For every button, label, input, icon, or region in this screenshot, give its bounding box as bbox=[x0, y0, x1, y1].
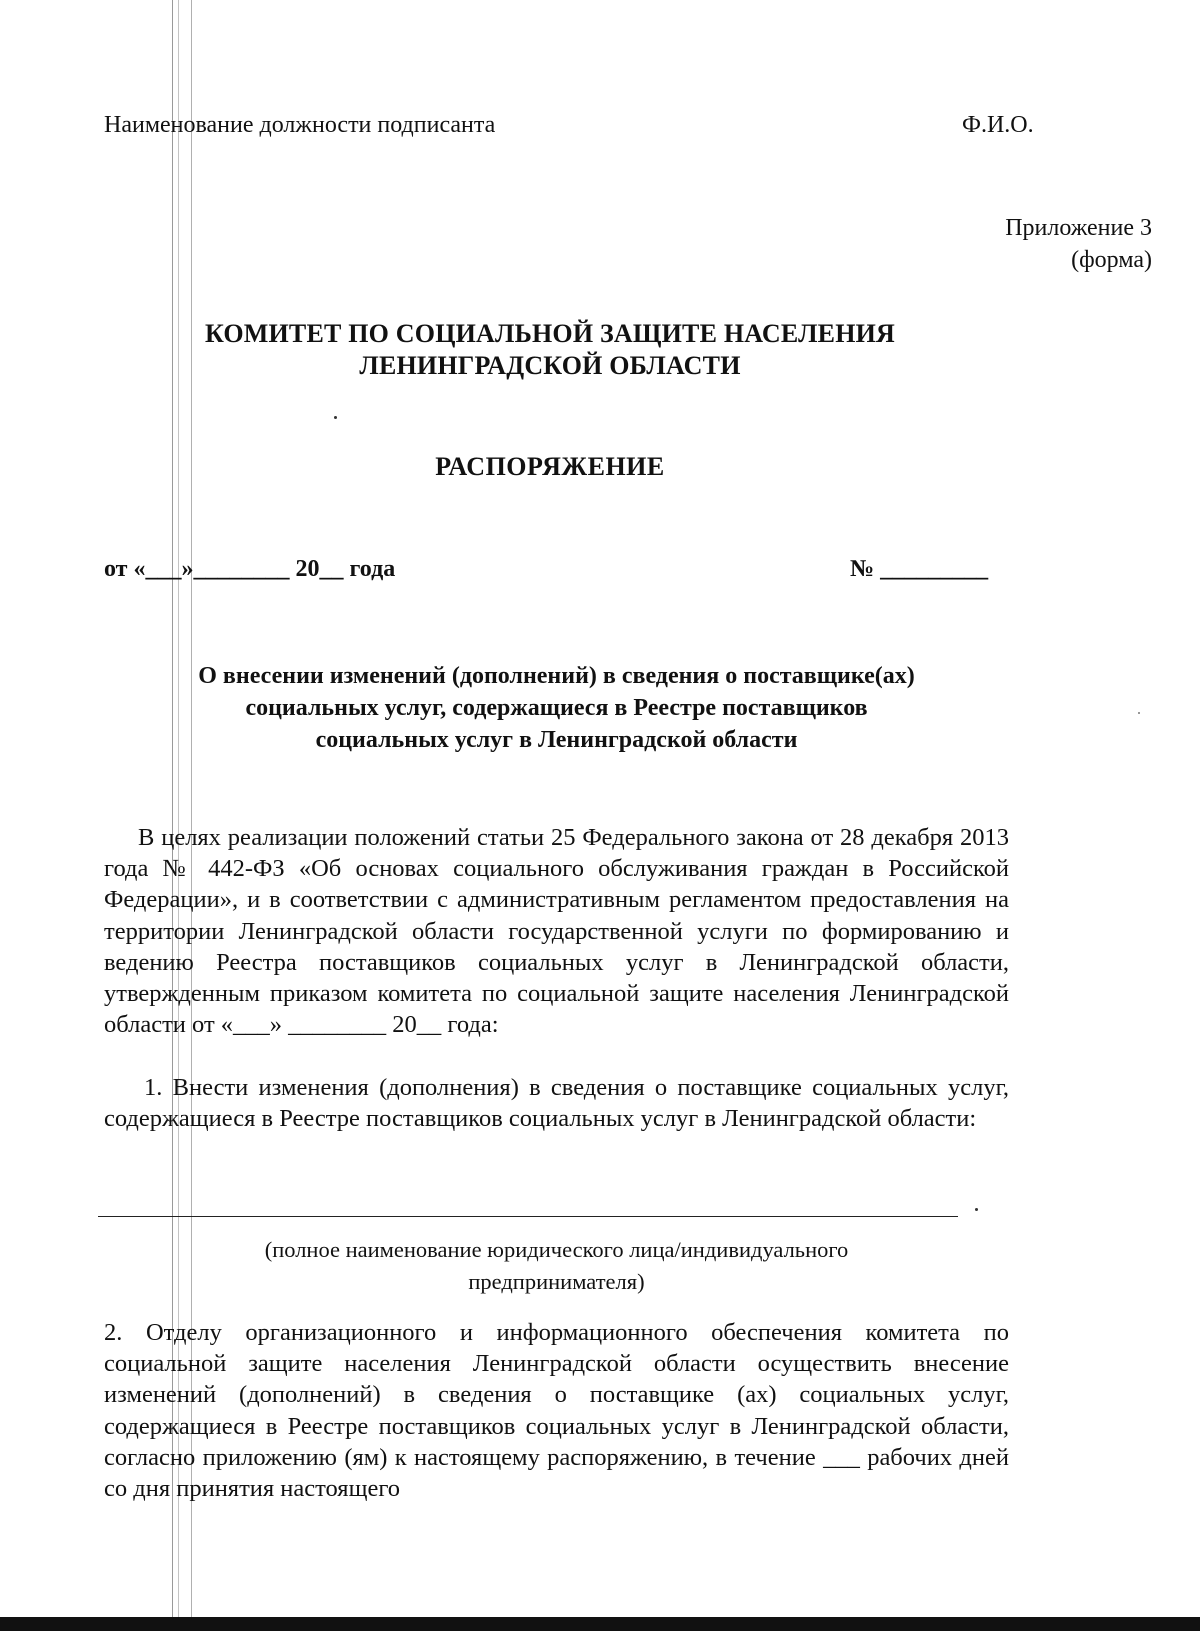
document-date-field: от «___»________ 20__ года bbox=[104, 556, 396, 582]
organization-name bbox=[0, 318, 1100, 382]
scan-speck bbox=[1138, 712, 1140, 714]
organization-line: ЛЕНИНГРАДСКОЙ ОБЛАСТИ bbox=[359, 351, 741, 380]
signer-full-name: Ф.И.О. bbox=[962, 112, 1034, 138]
preamble-paragraph: В целях реализации положений статьи 25 Федерального закона от 28 декабря 2013 года № 442-ФЗ «Об основах социального обслуживания граждан в Российской Федерации», и в соответствии с административным регламентом предоставления на территории Ленинградской области государственной услуги по формированию и ведению Реестра поставщиков социальных услуг в Ленинградской области, утвержденным приказом комитета по социальной защите населения Ленинградской области от «___» ________ 20__ года: bbox=[104, 824, 1009, 1039]
provider-name-blank-line bbox=[98, 1216, 958, 1217]
subject-line: О внесении изменений (дополнений) в сведения о поставщике(ах) bbox=[198, 663, 915, 689]
appendix-form-note: (форма) bbox=[1071, 247, 1152, 273]
scan-bottom-edge bbox=[0, 1617, 1200, 1631]
document-subject bbox=[104, 660, 1009, 756]
subject-line: социальных услуг, содержащиеся в Реестре поставщиков bbox=[245, 695, 868, 721]
caption-line: (полное наименование юридического лица/индивидуального bbox=[264, 1237, 849, 1262]
organization-line: КОМИТЕТ ПО СОЦИАЛЬНОЙ ЗАЩИТЕ НАСЕЛЕНИЯ bbox=[204, 319, 896, 348]
document-type-heading: РАСПОРЯЖЕНИЕ bbox=[435, 452, 665, 481]
appendix-number: Приложение 3 bbox=[1005, 215, 1152, 241]
document-number-field: № _________ bbox=[850, 556, 989, 582]
provider-name-caption bbox=[104, 1234, 1009, 1298]
subject-line: социальных услуг в Ленинградской области bbox=[315, 727, 798, 753]
clause-2-paragraph: 2. Отделу организационного и информационного обеспечения комитета по социальной защите населения Ленинградской области осуществить внесение изменений (дополнений) в сведения о поставщике (ах) социальных услуг, содержащиеся в Реестре поставщиков социальных услуг в Ленинградской области, согласно приложению (ям) к настоящему распоряжению, в течение ___ рабочих дней со дня принятия настоящего bbox=[104, 1319, 1009, 1503]
clause-1-paragraph: 1. Внести изменения (дополнения) в сведения о поставщике социальных услуг, содержащиеся в Реестре поставщиков социальных услуг в Ленинградской области: bbox=[104, 1074, 1009, 1133]
caption-line: предпринимателя) bbox=[468, 1269, 645, 1294]
appendix-label bbox=[1005, 212, 1152, 276]
scan-speck bbox=[334, 416, 337, 419]
signer-position-title: Наименование должности подписанта bbox=[104, 112, 496, 138]
scan-speck bbox=[975, 1208, 978, 1211]
